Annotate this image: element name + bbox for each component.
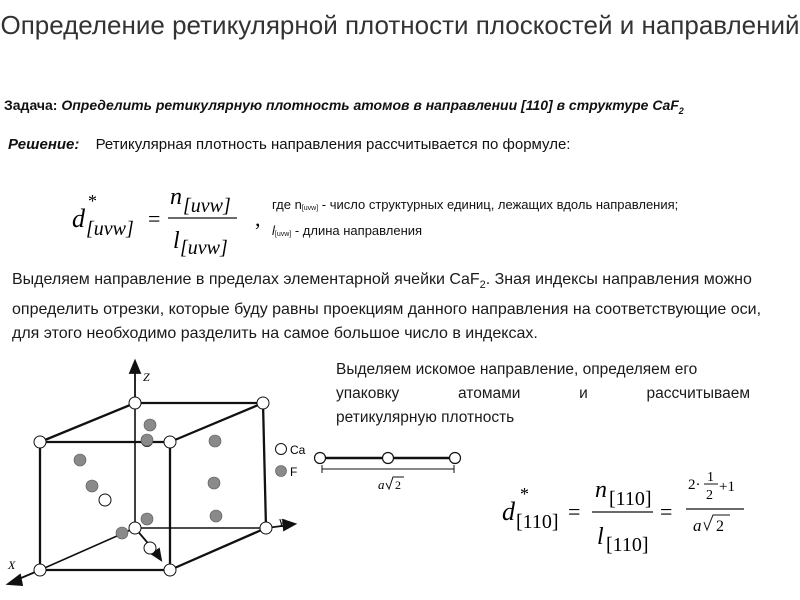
f-atoms (74, 419, 222, 539)
svg-text:=: = (568, 499, 581, 524)
task-label: Задача: (4, 97, 58, 113)
formula1-denominator: l (173, 228, 180, 254)
svg-text:1: 1 (707, 470, 714, 485)
svg-text:2·: 2· (688, 477, 701, 493)
svg-text:=: = (148, 206, 161, 231)
solution-label: Решение: (8, 136, 80, 153)
axis-y-label: Y (278, 516, 285, 530)
svg-text:[uvw]: [uvw] (183, 195, 231, 217)
axis-z-label: Z (143, 370, 150, 384)
svg-text:[uvw]: [uvw] (180, 237, 228, 259)
formula1-numerator: n (170, 184, 182, 210)
legend-f-label: F (290, 465, 298, 479)
legend-ca-marker (276, 444, 287, 455)
svg-text:[110]: [110] (606, 534, 649, 556)
solution-line (8, 136, 570, 153)
svg-text:l: l (597, 524, 604, 550)
formula1-d: d (72, 204, 85, 233)
task-text: Определить ретикулярную плотность атомов в направлении [110] в структуре CaF$_2$ (61, 97, 684, 116)
solution-text: Ретикулярная плотность направления рассчитывается по формуле: (95, 136, 571, 153)
unit-cell-diagram (0, 355, 320, 595)
paragraph-packing: Выделяем искомое направление, определяем его упаковку атомами и рассчитываем ретикулярную плотность (336, 361, 750, 426)
svg-text:2: 2 (706, 488, 713, 503)
formula2-index: [110] (516, 511, 559, 533)
svg-text:[110]: [110] (609, 488, 652, 510)
svg-text:,: , (255, 206, 261, 231)
formula1-index: [uvw] (86, 218, 134, 240)
segment-atom-start (315, 453, 326, 464)
segment-length-a: a (378, 477, 385, 492)
svg-text:+1: +1 (719, 479, 735, 495)
formula-110-density (500, 470, 790, 560)
page-title: Определение ретикулярной плотности плоскостей и направлений (0, 10, 800, 40)
segment-atom-end (450, 453, 461, 464)
direction-segment-diagram (310, 445, 470, 500)
formula-reticular-density (70, 180, 280, 260)
axis-x-label: X (8, 558, 16, 572)
segment-atom-middle (383, 453, 394, 464)
segment-length-root: 2 (395, 478, 401, 492)
svg-text:=: = (660, 499, 673, 524)
legend-ca-label: Ca (290, 443, 306, 457)
task-line (4, 97, 684, 116)
legend-f-marker (276, 466, 287, 477)
svg-text:d: d (502, 497, 515, 526)
paragraph-direction: Выделяем направление в пределах элементарной ячейки CaF$_2$. Зная индексы направления можно определить отрезки, которые буду равны проекциям данного направления на соответствующие оси, для этого необходимо разделить на самое большое число в индексах. (12, 271, 762, 343)
svg-text:*: * (520, 484, 529, 504)
formula1-star: * (88, 191, 97, 211)
svg-text:n: n (595, 477, 607, 503)
svg-text:a: a (693, 516, 702, 535)
svg-text:2: 2 (716, 518, 724, 535)
formula-legend: где n[uvw] - число структурных единиц, лежащих вдоль направления; l[uvw] - длина направления (272, 197, 679, 238)
